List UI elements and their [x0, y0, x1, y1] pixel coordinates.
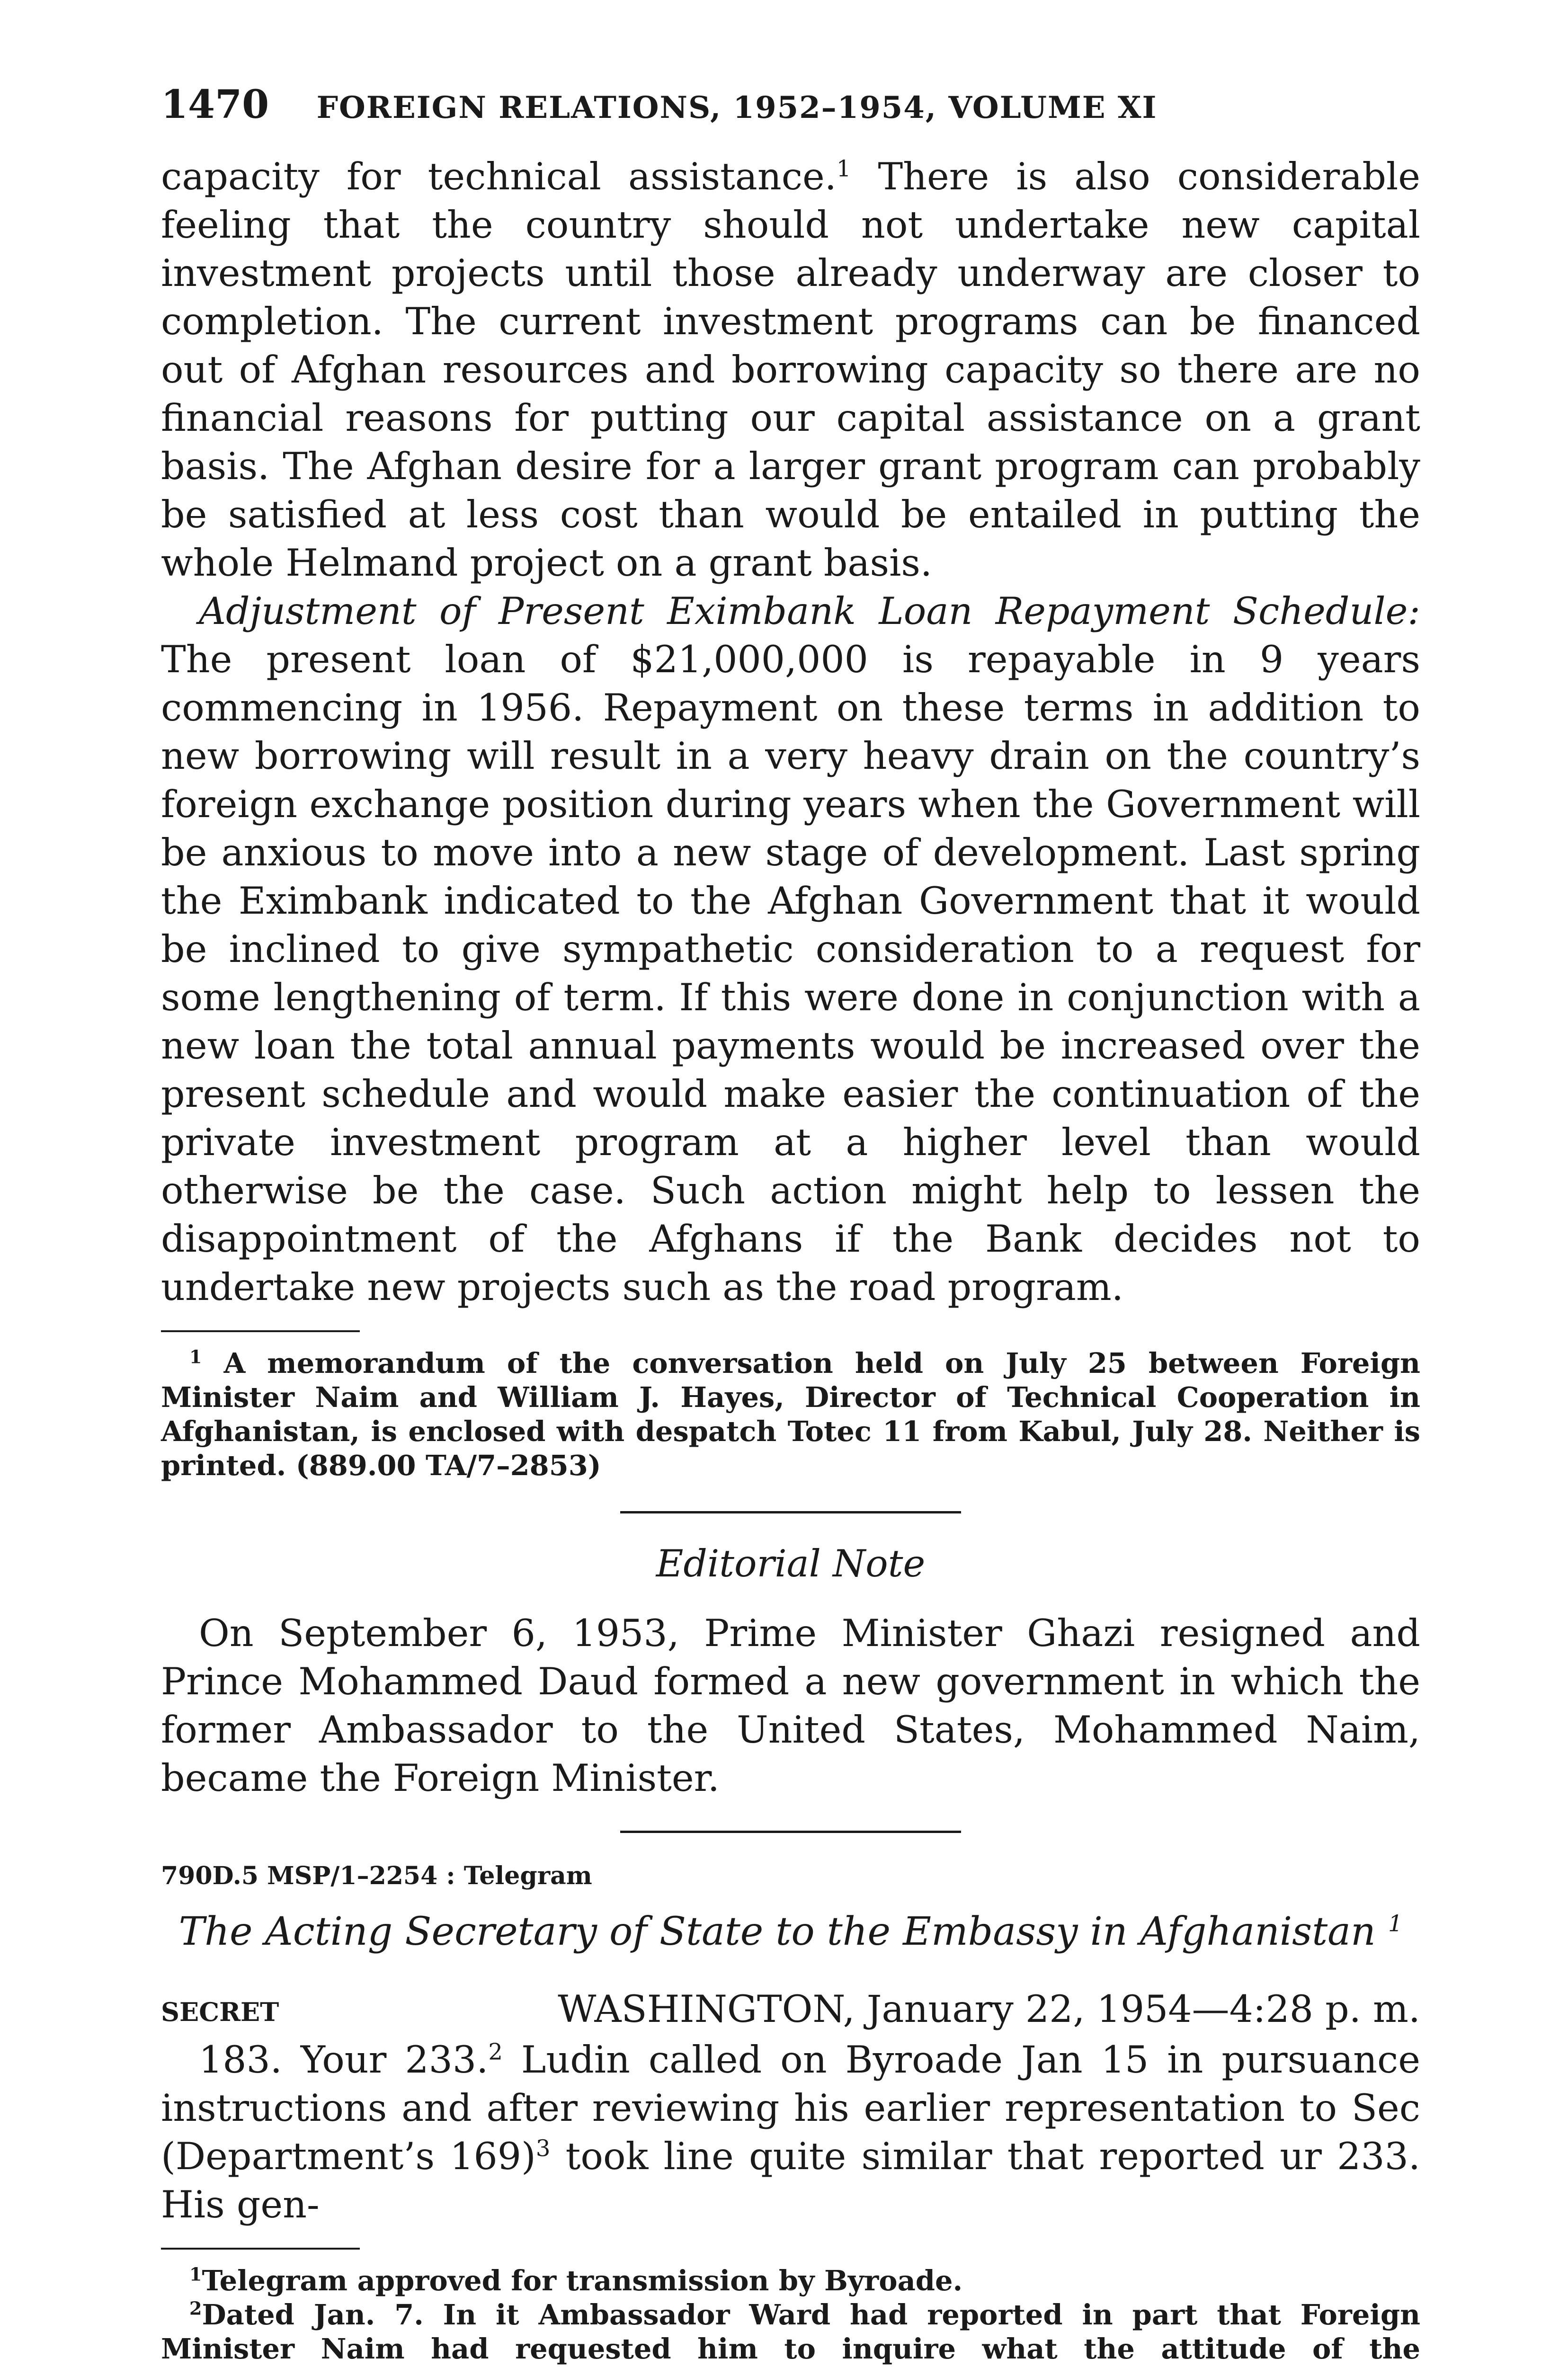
telegram-body — [161, 2036, 1420, 2229]
footnote-marker: 2 — [189, 2297, 202, 2319]
footnotes-section-2 — [161, 2264, 1420, 2367]
document-page — [161, 82, 1420, 2367]
section-body — [161, 152, 1420, 1311]
footnotes-section-1 — [161, 1346, 1420, 1483]
section-divider — [620, 1831, 961, 1833]
paragraph-text: took line quite similar that reported ur 233. His gen- — [161, 2135, 1420, 2226]
editorial-note-text: On September 6, 1953, Prime Minister Ghazi resigned and Prince Mohammed Daud formed a new government in which the former Ambassador to the United States, Mohammed Naim, became the Foreign Minister. — [161, 1611, 1420, 1800]
footnote-text: A memorandum of the conversation held on July 25 between Foreign Minister Naim and William J. Hayes, Director of Technical Cooperation in Afghanistan, is enclosed with despatch Totec 11 from Kabul, July 28. Neither is printed. (889.00 TA/7–2853) — [161, 1347, 1420, 1482]
paragraph-eximbank — [161, 587, 1420, 1311]
footnote-text: Telegram approved for transmission by Byroade. — [202, 2264, 963, 2297]
footnote-ref: 1 — [1388, 1910, 1403, 1937]
footnote — [161, 1346, 1420, 1483]
footnote-rule — [161, 2248, 360, 2250]
footnote-rule — [161, 1330, 360, 1332]
editorial-note — [161, 1609, 1420, 1802]
running-head — [161, 82, 1420, 127]
telegram-paragraph — [161, 2036, 1420, 2229]
footnote-text: Dated Jan. 7. In it Ambassador Ward had reported in part that Foreign Minister Naim had requested him to inquire what the attitude of the — [161, 2298, 1420, 2365]
footnote-ref: 2 — [488, 2038, 503, 2065]
paragraph-text: capacity for technical assistance. — [161, 155, 837, 198]
paragraph-text: 183. Your 233. — [199, 2038, 489, 2082]
document-title — [161, 1909, 1420, 1954]
section-divider — [620, 1511, 961, 1513]
paragraph-heading: Adjustment of Present Eximbank Loan Repayment Schedule: — [199, 589, 1420, 633]
document-meta — [161, 1987, 1420, 2031]
paragraph-text: There is also considerable feeling that the country should not undertake new capital investment projects until those already underway are closer to completion. The current investment programs can be financed out of Afghan resources and borrowing capacity so there are no financial reasons for putting our capital assistance on a grant basis. The Afghan desire for a larger grant program can probably be satisfied at less cost than would be entailed in putting the whole Helmand project on a grant basis. — [161, 155, 1420, 585]
running-title: FOREIGN RELATIONS, 1952–1954, VOLUME XI — [316, 90, 1158, 125]
paragraph-technical-assistance — [161, 152, 1420, 587]
dateline: WASHINGTON, January 22, 1954—4:28 p. m. — [558, 1987, 1420, 2031]
footnote — [161, 2298, 1420, 2367]
footnote-marker: 1 — [189, 1346, 202, 1368]
classification-label: SECRET — [161, 1997, 279, 2027]
document-reference: 790D.5 MSP/1–2254 : Telegram — [161, 1861, 592, 1890]
editorial-note-title: Editorial Note — [656, 1542, 926, 1585]
paragraph-text: The present loan of $21,000,000 is repayable in 9 years commencing in 1956. Repayment on these terms in addition to new borrowing will result in a very heavy drain on the country’s foreign exchange position during years when the Government will be anxious to move into a new stage of development. Last spring the Eximbank indicated to the Afghan Government that it would be inclined to give sympathetic consideration to a request for some lengthening of term. If this were done in conjunction with a new loan the total annual payments would be increased over the present schedule and would make easier the continuation of the private investment program at a higher level than would otherwise be the case. Such action might help to lessen the disappointment of the Afghans if the Bank decides not to undertake new projects such as the road program. — [161, 638, 1420, 1309]
paragraph-text: Ludin called on Byroade Jan 15 in pursuance instructions and after reviewing his earlier representation to Sec (Department’s 169) — [161, 2038, 1420, 2178]
footnote-ref: 3 — [535, 2135, 551, 2162]
footnote-ref: 1 — [836, 155, 851, 182]
page-number: 1470 — [161, 82, 269, 127]
footnote-marker: 1 — [189, 2263, 202, 2285]
document-title-text: The Acting Secretary of State to the Embassy in Afghanistan — [178, 1909, 1376, 1954]
footnote — [161, 2264, 1420, 2298]
